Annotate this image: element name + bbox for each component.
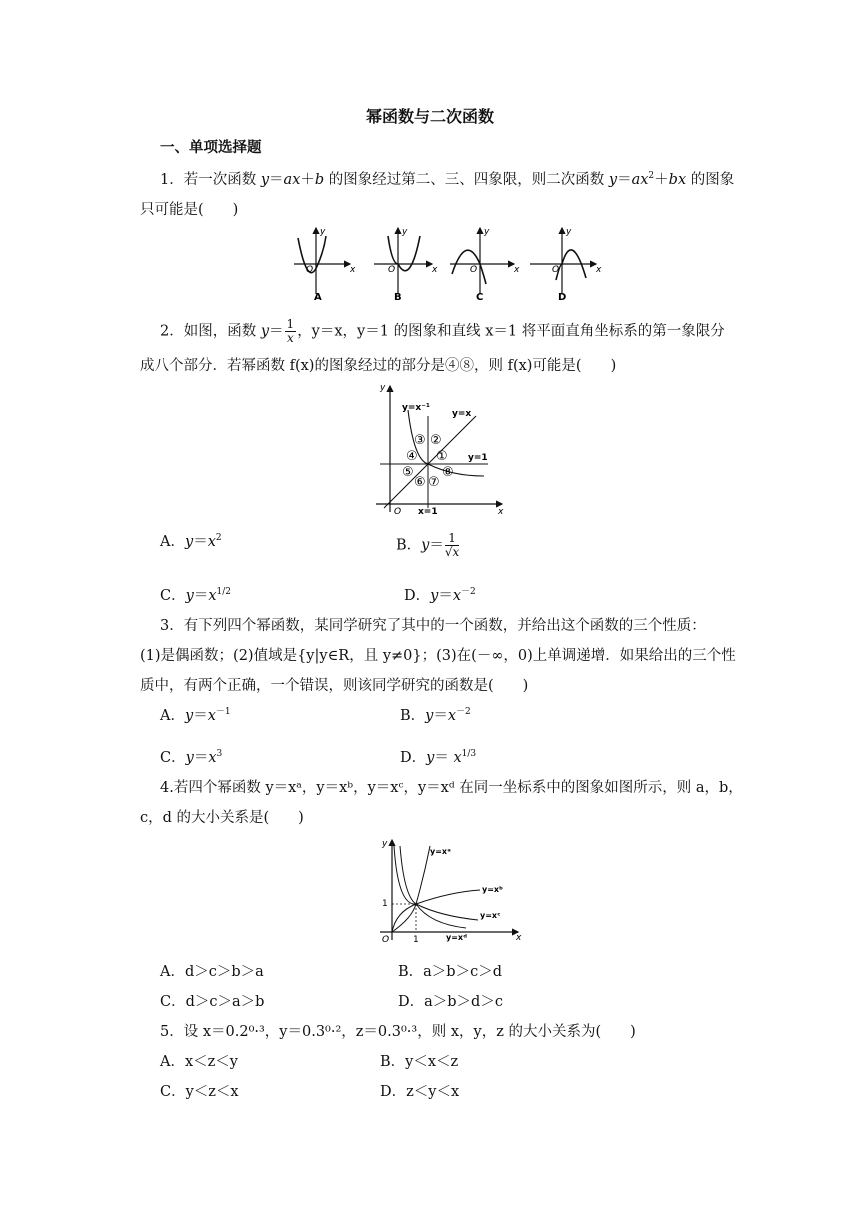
q1-label-a: A [314, 292, 322, 303]
q2-line1: 2．如图，函数 y＝ $\frac{1}{x}$ ，y＝x，y＝1 的图象和直线 x＝1 将平面直角坐标系的第一象限分 [160, 317, 725, 345]
region-6: ⑥ [414, 475, 426, 490]
svg-text:y=x: y=x [452, 409, 472, 419]
q4-option-a: A．d＞c＞b＞a [160, 964, 264, 980]
q4-option-c: C．d＞c＞a＞b [160, 994, 265, 1010]
svg-text:y: y [380, 383, 386, 393]
q4-line2: c，d 的大小关系是( ) [140, 810, 304, 826]
region-2: ② [430, 433, 442, 448]
svg-text:O: O [470, 265, 478, 275]
q3-option-b: B．$y=x^{-2}$ [400, 707, 471, 724]
svg-text:y=xᵈ: y=xᵈ [446, 933, 467, 942]
q1-label-d: D [558, 292, 567, 303]
q3-line3: 质中，有两个正确，一个错误，则该同学研究的函数是( ) [140, 678, 529, 694]
svg-text:x: x [498, 507, 504, 516]
svg-text:y=xᵃ: y=xᵃ [430, 847, 451, 856]
svg-text:x: x [350, 265, 356, 275]
q1-graph-d [530, 227, 602, 303]
svg-text:O: O [394, 507, 402, 516]
q3-line2: (1)是偶函数；(2)值域是{y|y∈R，且 y≠0}；(3)在(－∞，0)上单调递增．如果给出的三个性 [140, 648, 736, 664]
q1-graphs [280, 224, 610, 304]
q2-figure [372, 380, 516, 516]
q2-option-d: D．$y=x^{-2}$ [404, 587, 476, 604]
svg-text:y=x⁻¹: y=x⁻¹ [402, 403, 430, 413]
svg-text:x=1: x=1 [418, 507, 438, 516]
svg-text:O: O [552, 265, 560, 275]
page-title: 幂函数与二次函数 [365, 107, 494, 126]
q2-line2: 成八个部分．若幂函数 f(x)的图象经过的部分是④⑧，则 f(x)可能是( ) [140, 358, 617, 374]
q3-option-c: C．$y=x^3$ [160, 749, 223, 766]
q2-option-b: B．y＝ $\frac{1}{√x}$ [396, 531, 460, 559]
region-5: ⑤ [402, 465, 414, 480]
svg-text:y=1: y=1 [468, 453, 488, 463]
svg-text:O: O [388, 265, 396, 275]
svg-text:y=xᵇ: y=xᵇ [482, 885, 503, 894]
q1-label-c: C [476, 292, 484, 303]
q3-option-d: D．$y= x^{1/3}$ [400, 749, 477, 766]
svg-text:y: y [320, 227, 326, 237]
q3-line1: 3．有下列四个幂函数，某同学研究了其中的一个函数，并给出这个函数的三个性质： [160, 618, 706, 634]
q5-option-a: A．x＜z＜y [160, 1054, 238, 1070]
q5-option-b: B．y＜x＜z [380, 1054, 459, 1070]
q1-graph-c [450, 227, 520, 303]
svg-text:O: O [306, 265, 314, 275]
svg-text:1: 1 [382, 899, 388, 909]
q1-graph-a [294, 227, 356, 303]
svg-text:x: x [596, 265, 602, 275]
q4-option-d: D．a＞b＞d＞c [398, 994, 503, 1010]
svg-text:y: y [484, 227, 490, 237]
svg-text:O: O [382, 935, 390, 945]
q1-label-b: B [394, 292, 402, 303]
q1-line2: 只可能是( ) [140, 202, 239, 218]
svg-text:x: x [432, 265, 438, 275]
q2-option-c: C．$y=x^{1/2}$ [160, 587, 231, 604]
svg-text:1: 1 [413, 935, 419, 945]
svg-text:y: y [402, 227, 408, 237]
q5-option-c: C．y＜z＜x [160, 1084, 239, 1100]
svg-text:x: x [516, 933, 522, 943]
svg-text:x: x [514, 265, 520, 275]
q5-option-d: D．z＜y＜x [380, 1084, 460, 1100]
q1-line1: 1．若一次函数 y＝ax＋b 的图象经过第二、三、四象限，则二次函数 $y=ax^2+bx$ 的图象 [160, 171, 735, 188]
q4-line1: 4.若四个幂函数 y＝xᵃ，y＝xᵇ，y＝xᶜ，y＝xᵈ 在同一坐标系中的图象如图所示，则 a，b， [160, 780, 743, 796]
region-1: ① [436, 449, 448, 464]
svg-text:y: y [382, 839, 388, 849]
svg-text:y=xᶜ: y=xᶜ [480, 911, 501, 920]
section-heading: 一、单项选择题 [160, 139, 262, 156]
q4-figure [370, 836, 530, 948]
region-7: ⑦ [428, 475, 440, 490]
q2-option-a: A．$y=x^2$ [160, 533, 222, 550]
q3-option-a: A．$y=x^{-1}$ [160, 707, 231, 724]
q4-option-b: B．a＞b＞c＞d [398, 964, 502, 980]
q1-graph-b [374, 227, 438, 303]
q5-line1: 5．设 x＝0.2⁰·³，y＝0.3⁰·²，z＝0.3⁰·³，则 x，y，z 的大小关系为( ) [160, 1024, 636, 1040]
svg-text:y: y [566, 227, 572, 237]
region-3: ③ [414, 433, 426, 448]
region-8: ⑧ [442, 465, 454, 480]
region-4: ④ [406, 449, 418, 464]
